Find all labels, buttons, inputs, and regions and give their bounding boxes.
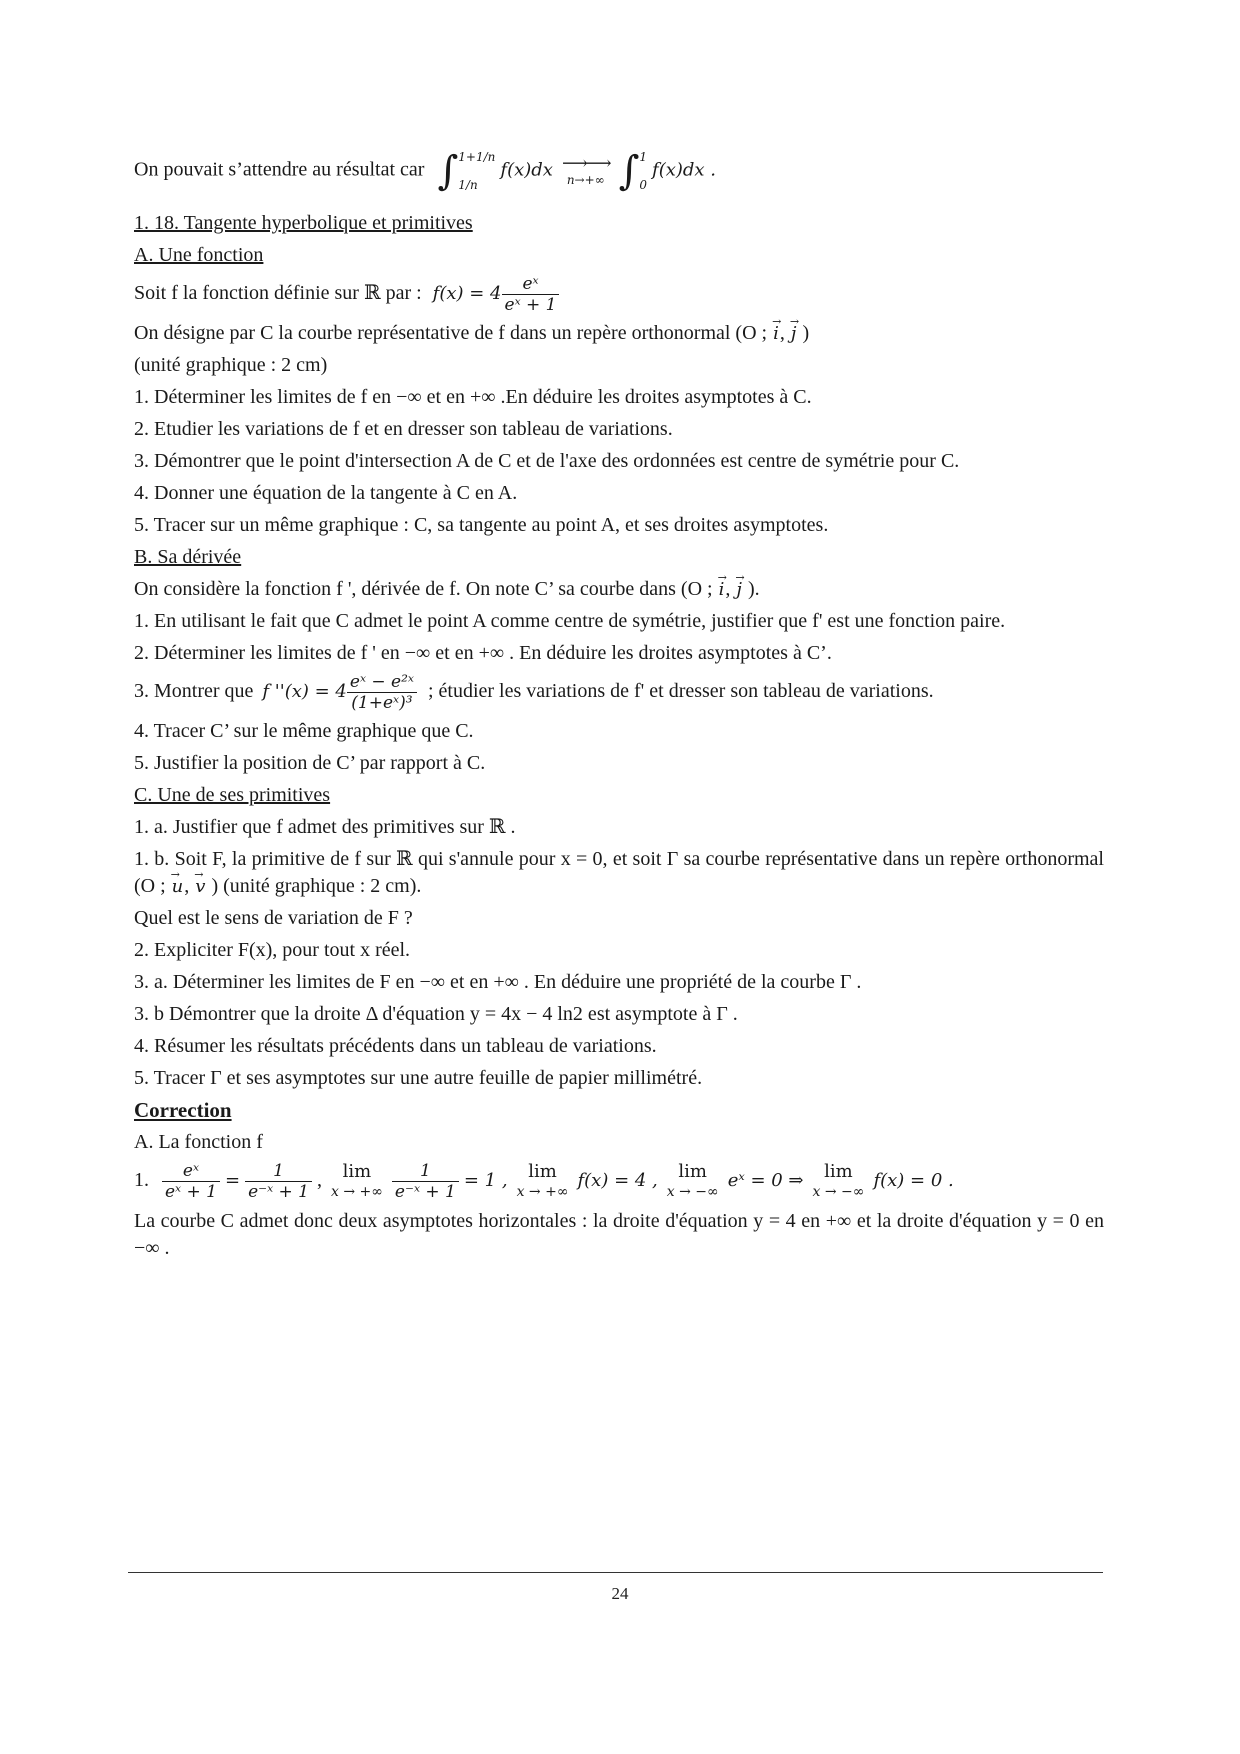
f1-num: eˣ [182, 1161, 200, 1181]
lim1-sub: x → +∞ [331, 1183, 383, 1200]
correction-conclusion: La courbe C admet donc deux asymptotes horizontales : la droite d'équation y = 4 en +∞ et la droite d'équation y = 0 en −∞ . [134, 1210, 1104, 1259]
eq-sign: = [224, 1170, 241, 1192]
eq-comma: , [317, 1169, 322, 1192]
vector-u: → u [171, 873, 185, 900]
def-fraction [502, 274, 560, 315]
q3-fraction [347, 672, 417, 713]
vector-i: → i [772, 320, 780, 347]
f3-den: e⁻ˣ + 1 [392, 1181, 459, 1202]
part-b-q3-a: 3. Montrer que [134, 680, 254, 703]
part-b-q5: 5. Justifier la position de C’ par rapport à C. [134, 752, 486, 774]
correction-equation [134, 1161, 1104, 1202]
part-c-q4: 4. Résumer les résultats précédents dans un tableau de variations. [134, 1035, 657, 1057]
part-b-intro-a: On considère la fonction f ', dérivée de f. On note C’ sa courbe dans (O ; [134, 578, 713, 600]
q3-num: eˣ − e²ˣ [349, 672, 414, 692]
part-a-q2: 2. Etudier les variations de f et en dresser son tableau de variations. [134, 418, 673, 440]
f1-den: eˣ + 1 [162, 1181, 220, 1202]
part-b-q1: 1. En utilisant le fait que C admet le point A comme centre de symétrie, justifier que f' est une fonction paire. [134, 610, 1006, 632]
part-c-q1b-b: ) (unité graphique : 2 cm). [211, 875, 422, 897]
lim4-body: f(x) = 0 . [873, 1170, 954, 1192]
intro-line [134, 150, 1104, 192]
part-b-intro: On considère la fonction f ', dérivée de f. On note C’ sa courbe dans (O ; → i, → j ). [134, 576, 1104, 603]
lim2-body: f(x) = 4 , [577, 1170, 658, 1192]
part-c-title: C. Une de ses primitives [134, 784, 331, 806]
part-b-q3 [134, 672, 1104, 713]
def-den: eˣ + 1 [502, 294, 560, 315]
correction-title: Correction [134, 1098, 232, 1122]
lim4-word: lim [824, 1160, 853, 1182]
lim1-word: lim [342, 1160, 372, 1182]
part-a-q5: 5. Tracer sur un même graphique : C, sa tangente au point A, et ses droites asymptotes. [134, 514, 829, 536]
int2-lower: 0 [639, 178, 648, 192]
page-number: 24 [611, 1584, 629, 1603]
int1-upper: 1+1/n [458, 150, 496, 164]
part-a-q1: 1. Déterminer les limites de f en −∞ et en +∞ .En déduire les droites asymptotes à C. [134, 386, 812, 408]
integral-bounds-2 [639, 150, 647, 192]
part-b-q3-b: ; étudier les variations de f' et dresser son tableau de variations. [427, 680, 934, 703]
lim2-word: lim [528, 1160, 557, 1182]
q3-lhs: f ''(x) = 4 [262, 681, 347, 703]
part-b-q2: 2. Déterminer les limites de f ' en −∞ et en +∞ . En déduire les droites asymptotes à C’. [134, 642, 832, 664]
curve-text: On désigne par C la courbe représentative de f dans un repère orthonormal (O ; [134, 322, 768, 344]
integral-sign: ∫ [437, 148, 459, 194]
def-text: Soit f la fonction définie sur ℝ par : [134, 282, 422, 305]
limit-1 [331, 1162, 383, 1202]
part-a-q3: 3. Démontrer que le point d'intersection A de C et de l'axe des ordonnées est centre de symétrie pour C. [134, 450, 960, 472]
vector-v: → v [194, 873, 206, 900]
f2-num: 1 [273, 1161, 284, 1181]
footer-divider [128, 1572, 1103, 1573]
document-page [134, 150, 1104, 1267]
vector-i-b: → i [718, 576, 726, 603]
limit-3 [667, 1162, 719, 1202]
vector-j-b: → j [735, 576, 743, 603]
curve-line: On désigne par C la courbe représentative de f dans un repère orthonormal (O ; → i, → j ) [134, 320, 1104, 347]
int1-lower: 1/n [458, 178, 478, 192]
vector-j: → j [790, 320, 798, 347]
eq-label: 1. [134, 1169, 149, 1192]
integral-bounds [458, 150, 495, 192]
limit-arrow: ⟶⟶ n→+∞ [561, 153, 610, 187]
correction-subtitle: A. La fonction f [134, 1131, 263, 1153]
def-lhs: f(x) = 4 [432, 283, 502, 305]
part-c-q1b: 1. b. Soit F, la primitive de f sur ℝ qui s'annule pour x = 0, et soit Γ sa courbe représentative dans un repère orthonormal (O ; → u, → v ) (unité graphique : 2 cm). [134, 846, 1104, 900]
eq-frac-1 [162, 1161, 220, 1202]
part-c-q1b-question: Quel est le sens de variation de F ? [134, 907, 413, 929]
lim3-body: eˣ = 0 ⇒ [727, 1170, 804, 1192]
part-a-title: A. Une fonction [134, 244, 264, 266]
f2-den: e⁻ˣ + 1 [245, 1181, 312, 1202]
lim4-sub: x → −∞ [812, 1183, 865, 1200]
eq-frac-2 [245, 1161, 312, 1202]
int1-body: f(x)dx [500, 159, 553, 181]
part-a-q4: 4. Donner une équation de la tangente à C en A. [134, 482, 518, 504]
arrow-sub: n→+∞ [566, 173, 605, 187]
limit-2 [517, 1162, 569, 1202]
section-title: 1. 18. Tangente hyperbolique et primitives [134, 212, 473, 234]
part-c-q3a: 3. a. Déterminer les limites de F en −∞ et en +∞ . En déduire une propriété de la courbe Γ . [134, 971, 862, 993]
part-c-q3b: 3. b Démontrer que la droite Δ d'équation y = 4x − 4 ln2 est asymptote à Γ . [134, 1003, 738, 1025]
unit-line: (unité graphique : 2 cm) [134, 354, 328, 376]
definition-line [134, 274, 1104, 315]
lim2-sub: x → +∞ [516, 1183, 569, 1200]
eq-frac-3 [392, 1161, 459, 1202]
lim1-result: = 1 , [463, 1170, 508, 1192]
lim3-word: lim [678, 1160, 708, 1182]
int2-body: f(x)dx . [652, 159, 717, 181]
f3-num: 1 [419, 1161, 431, 1181]
intro-text: On pouvait s’attendre au résultat car [134, 158, 425, 181]
def-num: eˣ [522, 274, 539, 294]
lim3-sub: x → −∞ [666, 1183, 719, 1200]
part-b-title: B. Sa dérivée [134, 546, 242, 568]
part-c-q1a: 1. a. Justifier que f admet des primitives sur ℝ . [134, 816, 516, 838]
part-b-q4: 4. Tracer C’ sur le même graphique que C. [134, 720, 474, 742]
part-c-q2: 2. Expliciter F(x), pour tout x réel. [134, 939, 411, 961]
q3-den: (1+eˣ)³ [347, 692, 417, 713]
curve-close: ) [802, 322, 810, 344]
part-c-q5: 5. Tracer Γ et ses asymptotes sur une autre feuille de papier millimétré. [134, 1067, 703, 1089]
limit-4 [813, 1162, 865, 1202]
part-b-intro-b: ). [747, 578, 760, 600]
integral-sign-2: ∫ [618, 148, 640, 194]
part-c-q1b-a: 1. b. Soit F, la primitive de f sur ℝ qui s'annule pour x = 0, et soit Γ sa courbe représentative dans un repère orthonormal (O ; [134, 848, 1104, 897]
int2-upper: 1 [639, 150, 648, 164]
